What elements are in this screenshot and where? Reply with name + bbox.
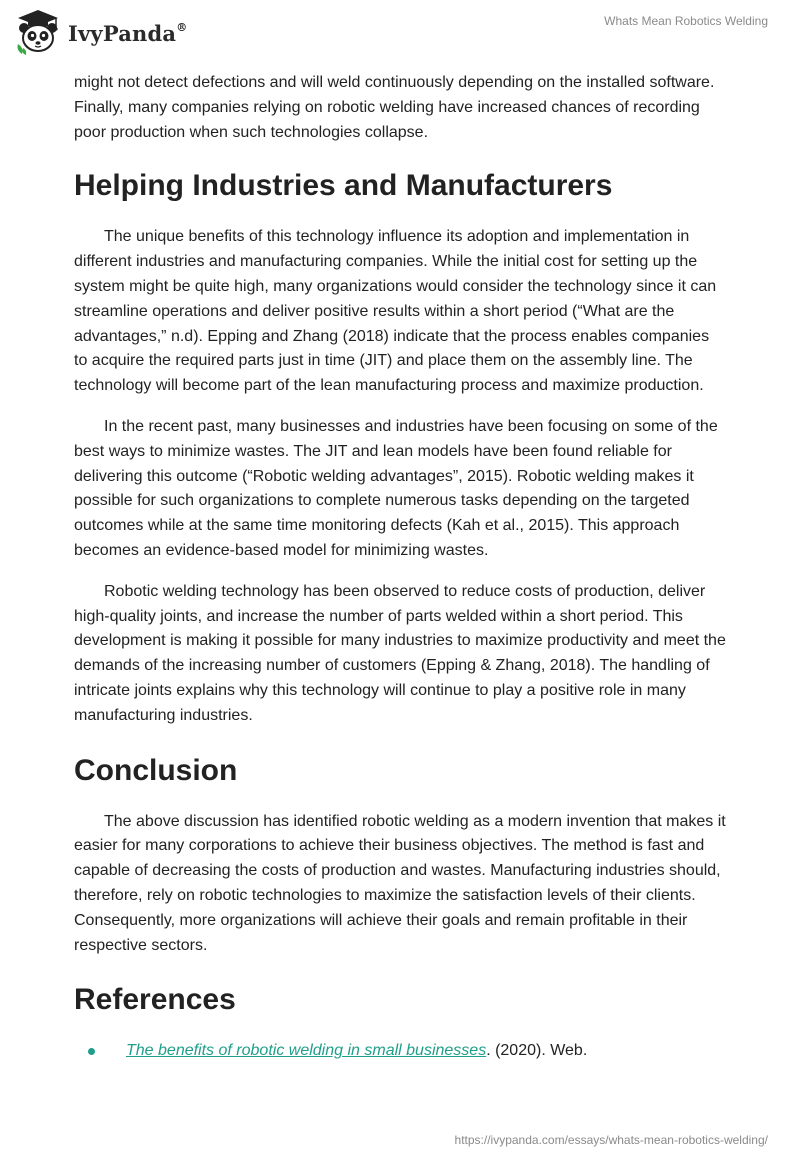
page-header [0, 0, 800, 64]
footer-url: https://ivypanda.com/essays/whats-mean-robotics-welding/ [454, 1133, 768, 1147]
section-heading-helping-industries: Helping Industries and Manufacturers [74, 169, 613, 203]
section-heading-references: References [74, 983, 236, 1017]
brand-name: IvyPanda® [68, 20, 188, 46]
document-title: Whats Mean Robotics Welding [604, 14, 768, 28]
panda-graduate-icon [14, 8, 62, 56]
intro-paragraph: might not detect defections and will weld continuously depending on the installed software. Finally, many companies relying on robotic welding have increased chances of recording poor production when such technologies collapse. [74, 74, 715, 141]
ivypanda-logo[interactable] [14, 6, 187, 58]
section-heading-conclusion: Conclusion [74, 753, 238, 787]
body-paragraph: Robotic welding technology has been observed to reduce costs of production, deliver high-quality joints, and increase the number of parts welded within a short period. This development is making it possible for many industries to maximize productivity and meet the demands of the increasing number of customers (Epping & Zhang, 2018). The handling of intricate joints explains why this technology will continue to play a positive role in many manufacturing industries. [74, 582, 726, 724]
body-paragraph: The above discussion has identified robotic welding as a modern invention that makes it easier for many corporations to achieve their business objectives. The method is fast and capable of decreasing the costs of production and wastes. Manufacturing industries should, therefore, rely on robotic technologies to maximize the satisfaction levels of their clients. Consequently, more organizations will achieve their goals and remain profitable in their respective sectors. [74, 812, 726, 954]
bullet-icon [88, 1048, 95, 1055]
registered-mark: ® [176, 20, 188, 34]
body-paragraph: In the recent past, many businesses and industries have been focusing on some of the best ways to minimize wastes. The JIT and lean models have been found reliable for delivering this outcome (“Robotic welding advantages”, 2015). Robotic welding makes it possible for such organizations to complete numerous tasks depending on the targeted outcomes while at the same time monitoring defects (Kah et al., 2015). This approach becomes an evidence-based model for minimizing wastes. [74, 417, 718, 559]
essay-content [74, 71, 726, 1064]
reference-suffix: . (2020). Web. [486, 1042, 588, 1060]
references-list [74, 1039, 726, 1064]
reference-link[interactable]: The benefits of robotic welding in small businesses [126, 1042, 487, 1060]
reference-item [74, 1039, 726, 1064]
body-paragraph: The unique benefits of this technology influence its adoption and implementation in different industries and manufacturing companies. While the initial cost for setting up the system might be quite high, many organizations would consider the technology since it can streamline operations and deliver positive results within a short period (“What are the advantages,” n.d). Epping and Zhang (2018) indicate that the process enables companies to acquire the required parts just in time (JIT) and place them on the assembly line. The technology will become part of the lean manufacturing process and maximize production. [74, 228, 717, 395]
